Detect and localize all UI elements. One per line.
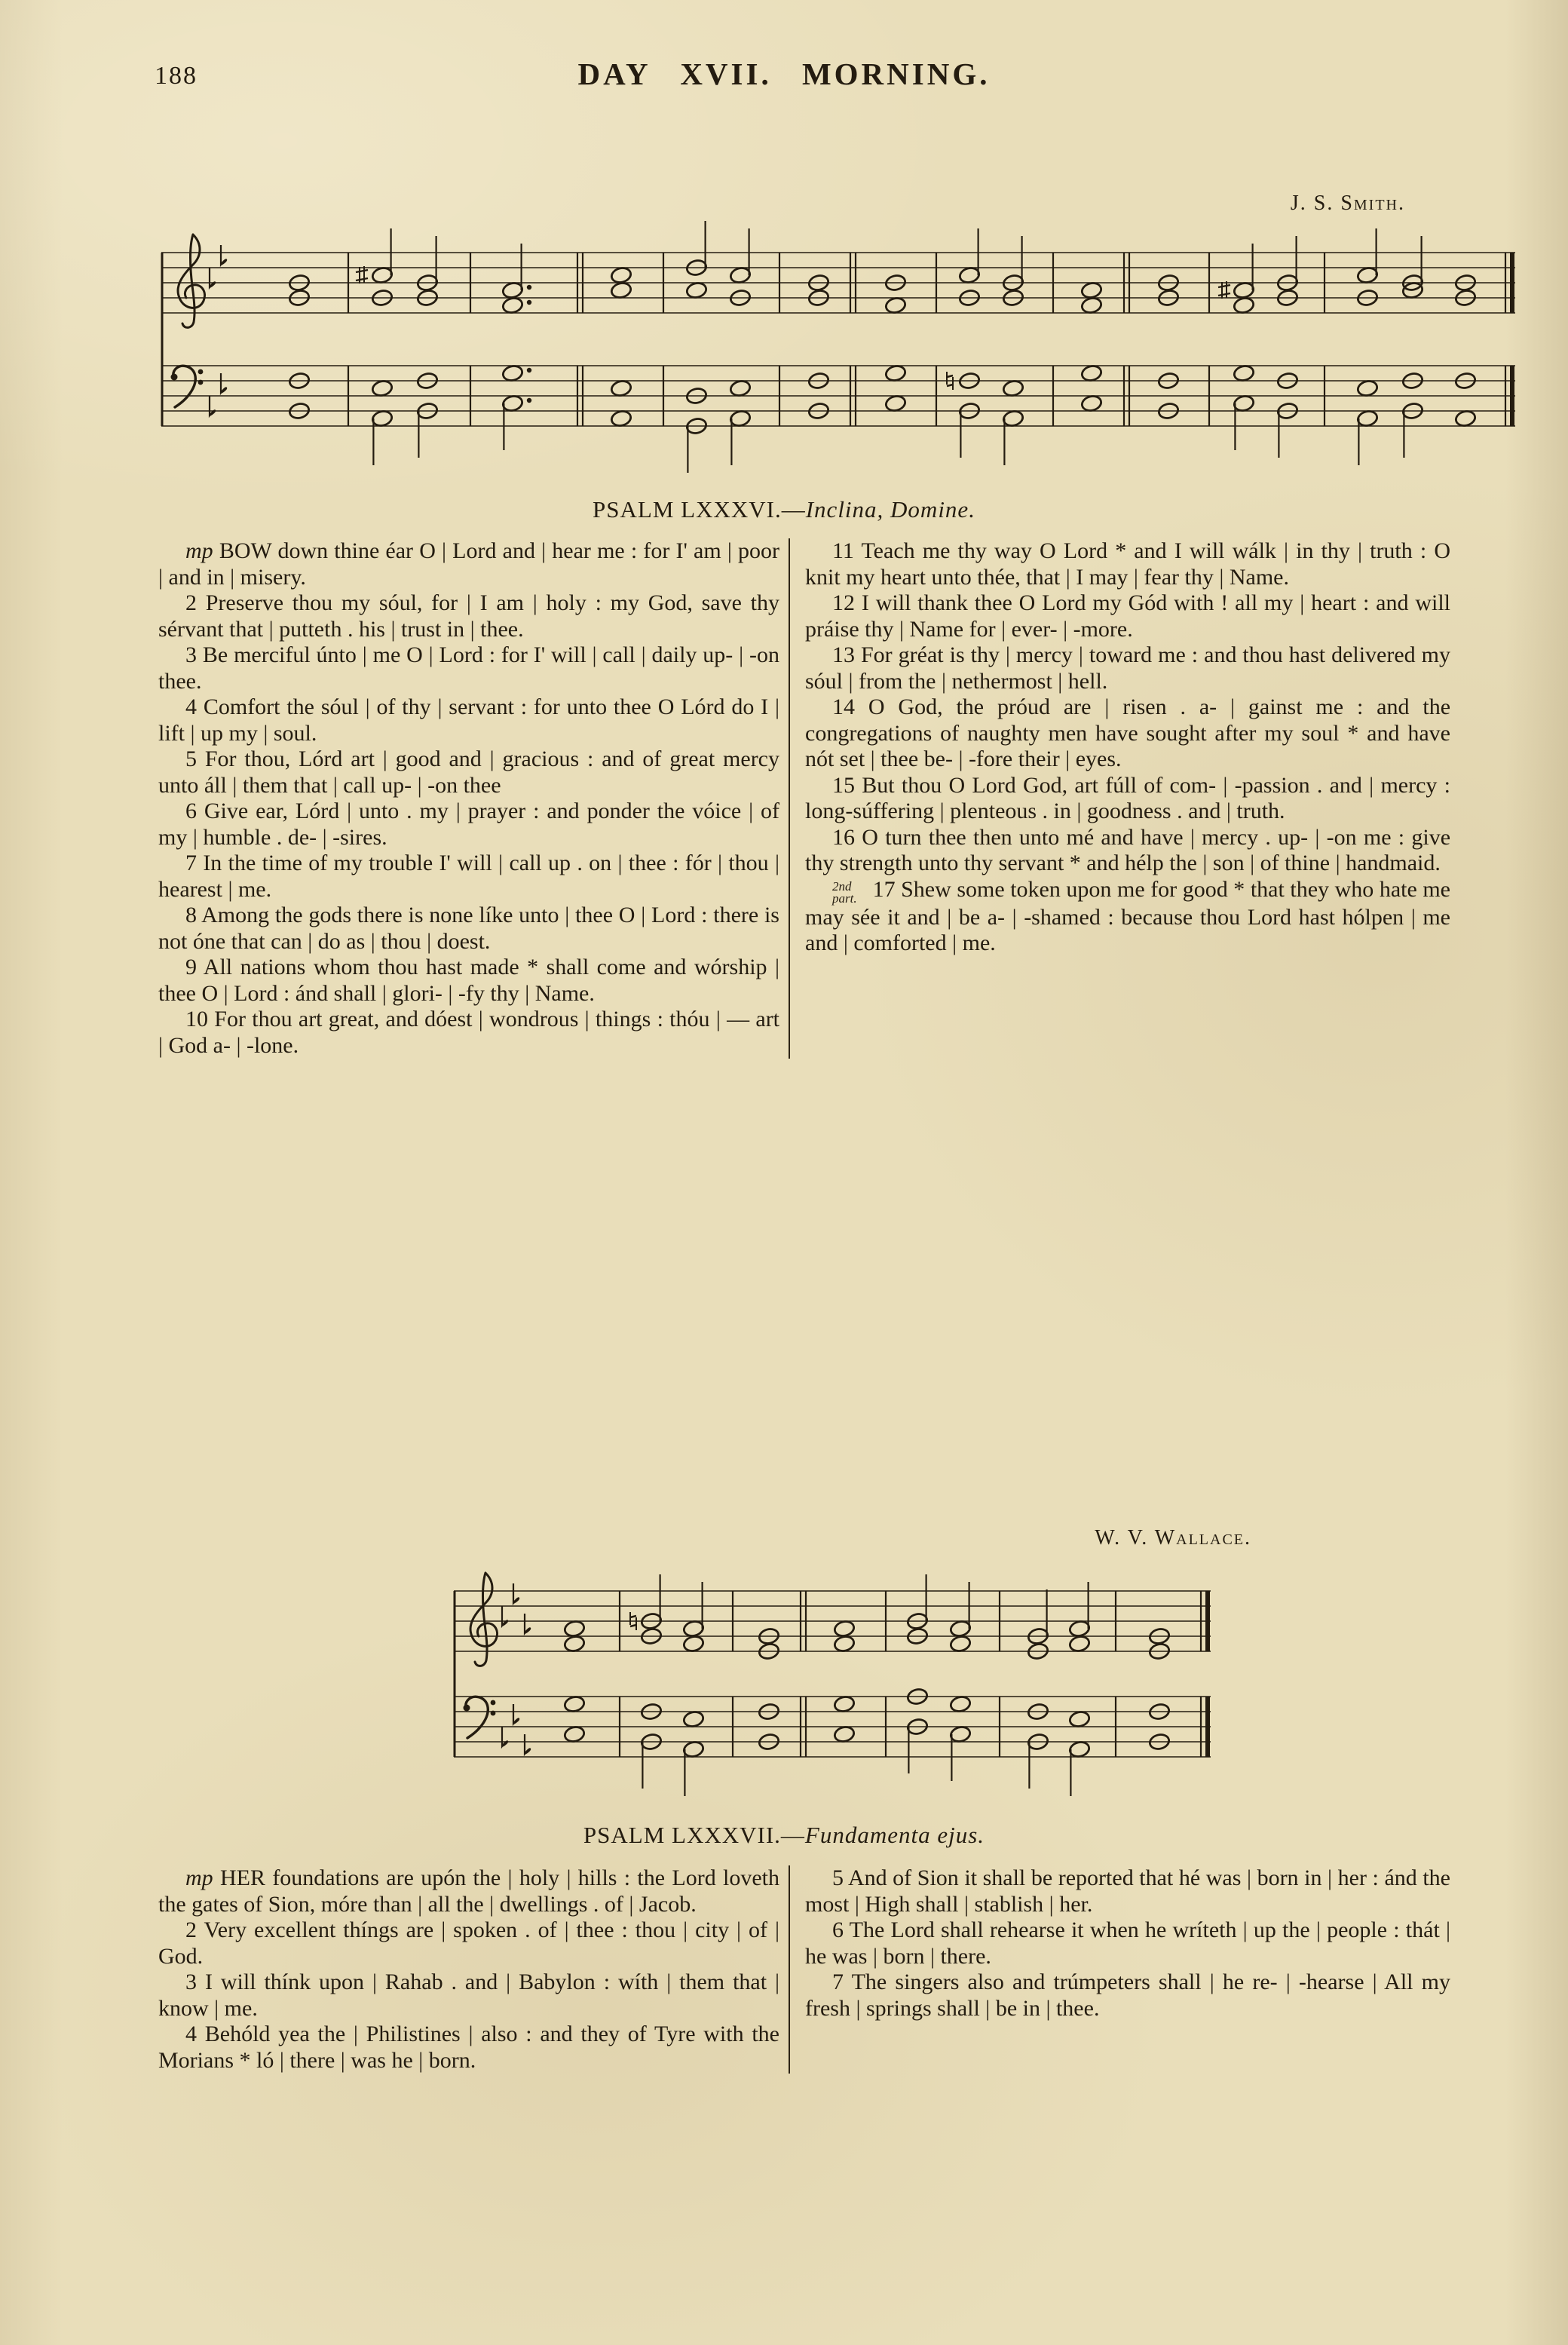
psalm-heading-1-main: PSALM LXXXVI.: [593, 496, 782, 523]
verse-label: 5: [832, 1865, 844, 1890]
column-divider-1: [789, 538, 790, 1059]
psalm-verse: mp HER foundations are upón the | holy | hills : the Lord loveth the gates of Sion, móre than | all the | dwellings . of | Jacob.: [158, 1865, 780, 1917]
verse-label: 3: [185, 1969, 197, 1994]
psalm-2-columns: [158, 1865, 1452, 2074]
verse-label: 11: [832, 538, 854, 563]
composer-credit-2: W. V. Wallace.: [1095, 1526, 1251, 1550]
psalm-verse: 14 O God, the próud are | risen . a- | gainst me : and the congregations of naughty men have sought after my soul * and have nót set | thee be- | -fore their | eyes.: [805, 694, 1451, 771]
psalm-verse: 11 Teach me thy way O Lord * and I will wálk | in thy | truth : O knit my heart unto thée, that | I may | fear thy | Name.: [805, 538, 1450, 590]
verse-label: 6: [185, 799, 197, 823]
verse-label: mp: [185, 1865, 213, 1890]
psalm-verse: 2 Preserve thou my sóul, for | I am | holy : my God, save thy sérvant that | putteth . his | trust in | thee.: [158, 590, 779, 642]
verse-label: 6: [832, 1917, 844, 1942]
verse-label: mp: [185, 538, 213, 563]
psalm-verse: 4 Comfort the sóul | of thy | servant : for unto thee O Lórd do I | lift | up my | soul.: [158, 694, 780, 746]
verse-label: 9: [185, 955, 197, 979]
psalm-1-left-column: [158, 538, 779, 1059]
psalm-verse: 13 For gréat is thy | mercy | toward me : and thou hast delivered my sóul | from the | nethermost | hell.: [805, 642, 1451, 694]
psalm-heading-1: [0, 496, 1568, 523]
verse-label: 14: [832, 694, 855, 719]
psalm-1-columns: [158, 538, 1452, 1059]
psalm-verse: 15 But thou O Lord God, art fúll of com- | -passion . and | mercy : long-súffering | plenteous . in | goodness . and | truth.: [805, 772, 1450, 823]
psalm-verse: 12 I will thank thee O Lord my Gód with ! all my | heart : and will práise thy | Name for | ever- | -more.: [805, 590, 1451, 642]
verse-label: 15: [832, 772, 855, 798]
verse-label: 13: [832, 642, 855, 667]
psalm-verse: 5 For thou, Lórd art | good and | gracious : and of great mercy unto áll | them that | call up- | -on thee: [158, 746, 779, 798]
psalm-verse: 10 For thou art great, and dóest | wondrous | things : thóu | — art | God a- | -lone.: [158, 1007, 780, 1058]
psalm-verse: 9 All nations whom thou hast made * shall come and wórship | thee O | Lord : ánd shall | glori- | -fy thy | Name.: [158, 955, 779, 1006]
page-title: DAY XVII. MORNING.: [577, 57, 991, 91]
psalm-verse: 5 And of Sion it shall be reported that hé was | born in | her : ánd the most | High shall | stablish | her.: [805, 1865, 1450, 1917]
psalm-heading-1-dash: —: [781, 496, 806, 523]
column-divider-2: [789, 1865, 790, 2074]
psalm-verse: 2nd part. 17 Shew some token upon me for good * that they who hate me may sée it and | be a- | -shamed : because thou Lord hast hólpen | me and | comforted | me.: [805, 876, 1450, 955]
psalm-verse: 3 Be merciful únto | me O | Lord : for I' will | call | daily up- | -on thee.: [158, 642, 780, 694]
psalm-verse: 8 Among the gods there is none líke unto | thee O | Lord : there is not óne that can | do as | thou | doest.: [158, 903, 779, 954]
psalm-heading-2: [0, 1822, 1568, 1849]
psalm-heading-2-dash: —: [780, 1822, 805, 1848]
verse-label: 7: [185, 851, 197, 875]
verse-label: 10: [185, 1007, 208, 1031]
psalm-verse: mp BOW down thine éar O | Lord and | hear me : for I' am | poor | and in | misery.: [158, 538, 780, 590]
psalm-2-right-column: [805, 1865, 1450, 2074]
psalm-verse: 7 The singers also and trúmpeters shall | he re- | -hearse | All my fresh | springs shall | be in | thee.: [805, 1969, 1450, 2021]
psalm-heading-2-main: PSALM LXXXVII.: [583, 1822, 781, 1848]
verse-label: 4: [185, 694, 197, 719]
verse-label: 2: [185, 590, 197, 615]
psalm-verse: 3 I will thínk upon | Rahab . and | Babylon : wíth | them that | know | me.: [158, 1969, 779, 2021]
psalm-verse: 6 The Lord shall rehearse it when he wríteth | up the | people : thát | he was | born | there.: [805, 1917, 1450, 1969]
page-number: 188: [155, 62, 198, 90]
verse-label: 8: [185, 903, 197, 927]
verse-label: 2: [185, 1917, 197, 1942]
psalm-1-right-column: [805, 538, 1450, 1059]
verse-label: 3: [185, 642, 197, 667]
psalm-verse: 2 Very excellent thíngs are | spoken . of | thee : thou | city | of | God.: [158, 1917, 779, 1969]
psalm-verse: 6 Give ear, Lórd | unto . my | prayer : and ponder the vóice | of my | humble . de- | -sires.: [158, 799, 780, 850]
verse-label: 5: [185, 746, 197, 771]
psalm-verse: 4 Behóld yea the | Philistines | also : and they of Tyre with the Morians * ló | there | was he | born.: [158, 2022, 780, 2073]
verse-label: 4: [185, 2022, 197, 2046]
psalm-verse: 7 In the time of my trouble I' will | call up . on | thee : fór | thou | hearest | me.: [158, 851, 779, 902]
verse-label: 12: [832, 590, 855, 615]
verse-label: 7: [832, 1969, 844, 1994]
psalm-verse: 16 O turn thee then unto mé and have | mercy . up- | -on me : give thy strength unto thy servant * and hélp the | son | of thine | handmaid.: [805, 824, 1451, 875]
verse-label: 16: [832, 824, 855, 850]
chant-notation-2: [452, 1562, 1214, 1811]
verse-label: 2nd part.: [832, 878, 857, 906]
chant-notation-1: [160, 226, 1517, 483]
psalm-2-left-column: [158, 1865, 779, 2074]
psalm-heading-1-subtitle: Inclina, Domine.: [805, 496, 975, 523]
composer-credit-1: J. S. Smith.: [1290, 192, 1405, 215]
psalm-heading-2-subtitle: Fundamenta ejus.: [804, 1822, 985, 1848]
